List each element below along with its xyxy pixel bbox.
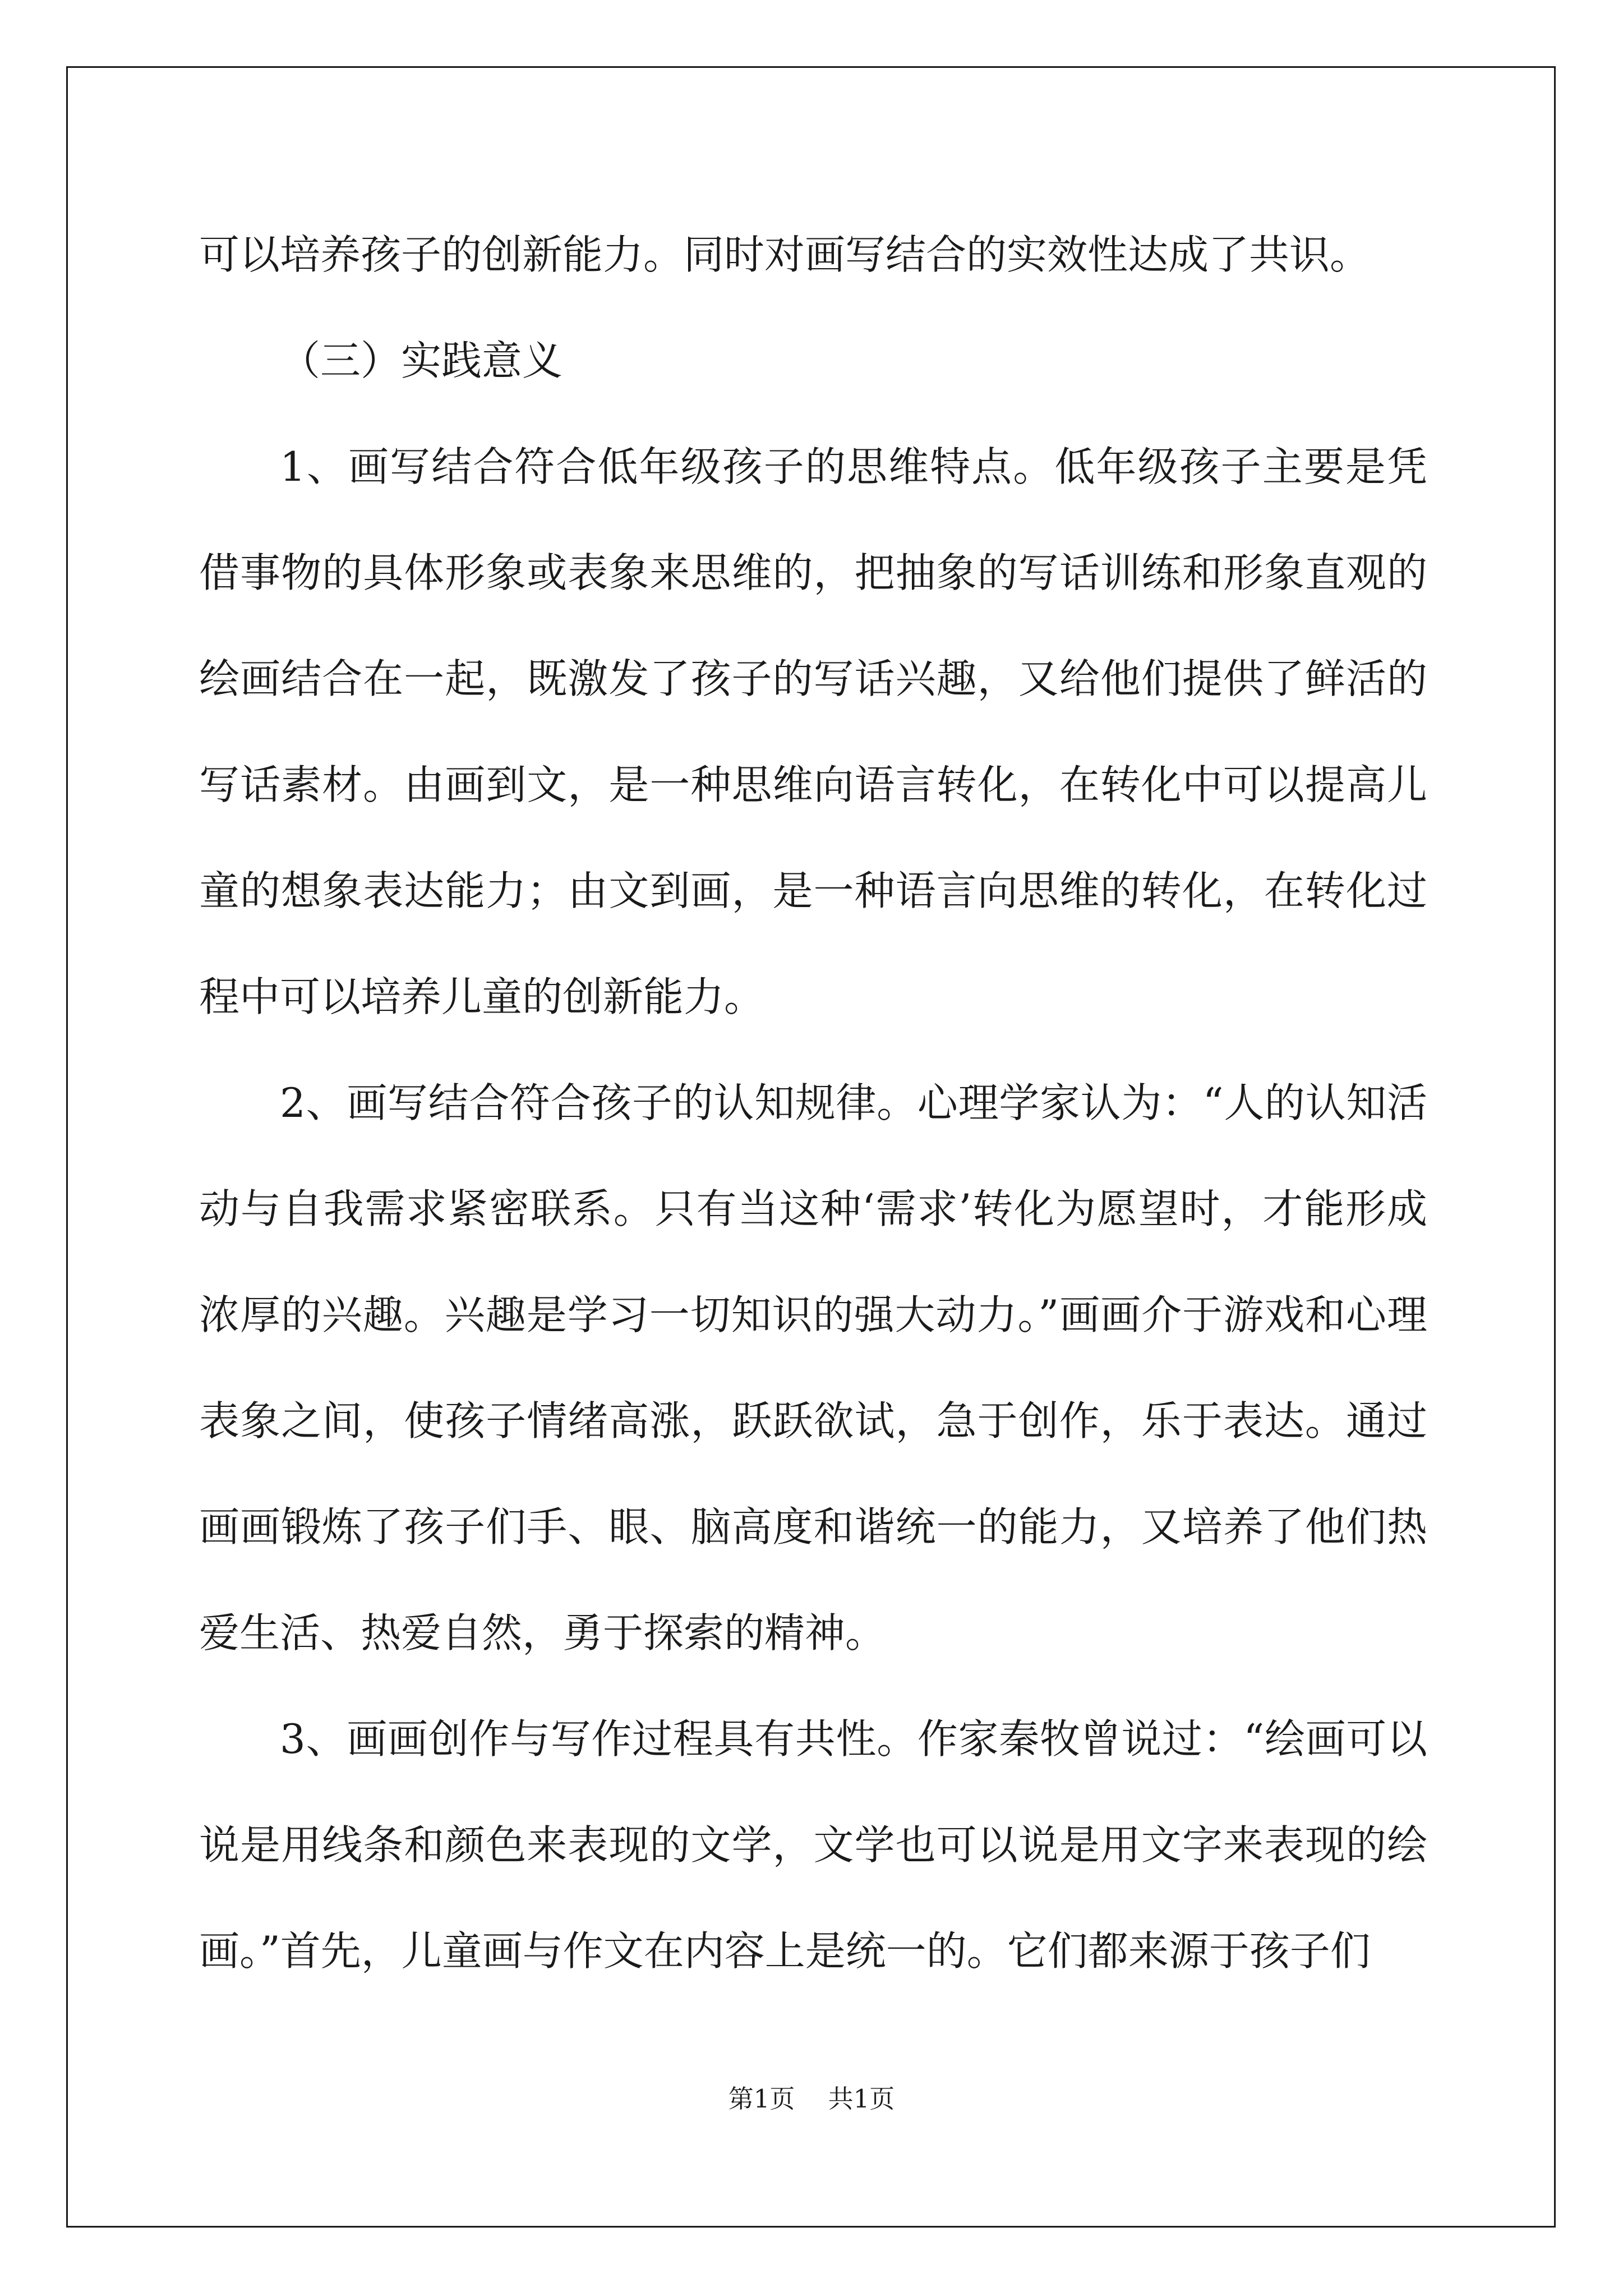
paragraph-3: 3、画画创作与写作过程具有共性。作家秦牧曾说过：“绘画可以说是用线条和颜色来表现的文学，文学也可以说是用文字来表现的绘画。”首先，儿童画与作文在内容上是统一的。它们都来源于孩子们 [199,1715,1427,1975]
document-body [199,202,1427,2004]
section-heading: （三）实践意义 [280,337,563,384]
paragraph-continuation: 可以培养孩子的创新能力。同时对画写结合的实效性达成了共识。 [199,231,1371,278]
paragraph-1: 1、画写结合符合低年级孩子的思维特点。低年级孩子主要是凭借事物的具体形象或表象来思维的，把抽象的写话训练和形象直观的绘画结合在一起，既激发了孩子的写话兴趣，又给他们提供了鲜活的写话素材。由画到文，是一种思维向语言转化，在转化中可以提高儿童的想象表达能力；由文到画，是一种语言向思维的转化，在转化过程中可以培养儿童的创新能力。 [199,443,1427,1020]
page-number: 第1页 [728,2084,795,2114]
page-total: 共1页 [828,2084,895,2114]
paragraph-2: 2、画写结合符合孩子的认知规律。心理学家认为：“人的认知活动与自我需求紧密联系。只有当这种‘需求’转化为愿望时，才能形成浓厚的兴趣。兴趣是学习一切知识的强大动力。”画画介于游戏和心理表象之间，使孩子情绪高涨，跃跃欲试，急于创作，乐于表达。通过画画锻炼了孩子们手、眼、脑高度和谐统一的能力，又培养了他们热爱生活、热爱自然，勇于探索的精神。 [199,1079,1427,1657]
page-footer [0,2078,1623,2115]
